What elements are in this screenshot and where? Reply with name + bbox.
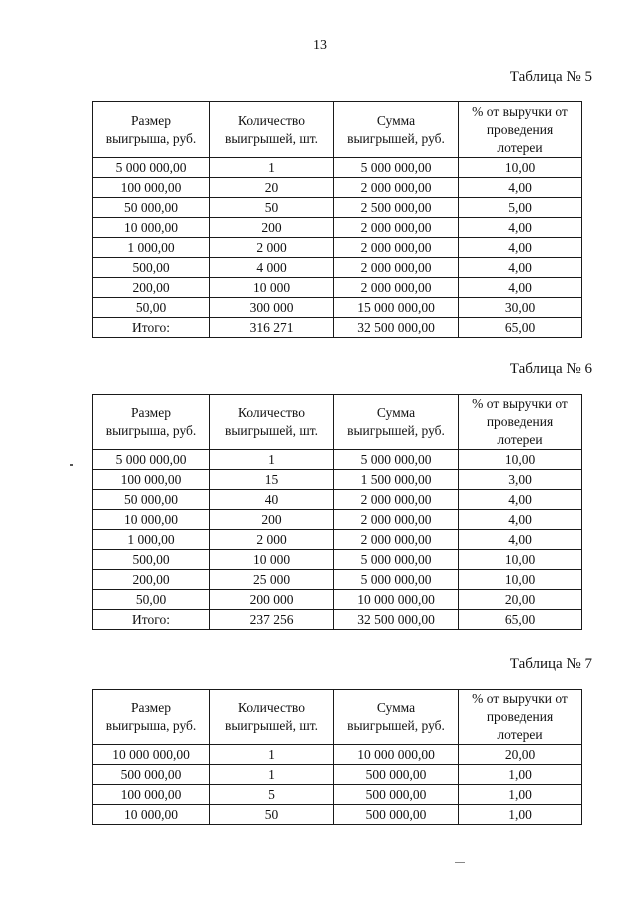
table-cell: 32 500 000,00 — [334, 610, 459, 630]
table-cell: 1,00 — [459, 785, 582, 805]
table-cell: 5 000 000,00 — [334, 158, 459, 178]
table-cell: 10 000 000,00 — [93, 745, 210, 765]
table-6-header-row — [93, 395, 582, 450]
table-cell: 2 000 000,00 — [334, 178, 459, 198]
table-row — [93, 590, 582, 610]
scan-mark — [455, 862, 465, 863]
table-cell: 15 000 000,00 — [334, 298, 459, 318]
table-cell: 10 000 000,00 — [334, 590, 459, 610]
table-cell: 50,00 — [93, 590, 210, 610]
table-cell: 4,00 — [459, 178, 582, 198]
table-cell: 4,00 — [459, 510, 582, 530]
table-cell: 200 — [210, 510, 334, 530]
table-cell: Итого: — [93, 318, 210, 338]
scan-speck — [70, 464, 73, 466]
column-header: Размер выигрыша, руб. — [93, 395, 210, 450]
table-6 — [92, 394, 582, 630]
table-cell: 32 500 000,00 — [334, 318, 459, 338]
table-row — [93, 510, 582, 530]
column-header: Сумма выигрышей, руб. — [334, 102, 459, 158]
table-cell: 2 000 000,00 — [334, 530, 459, 550]
table-cell: 2 000 — [210, 530, 334, 550]
table-cell: 1 000,00 — [93, 238, 210, 258]
table-cell: 100 000,00 — [93, 470, 210, 490]
table-cell: 2 000 000,00 — [334, 490, 459, 510]
table-cell: 5,00 — [459, 198, 582, 218]
table-row — [93, 550, 582, 570]
column-header: % от выручки от проведения лотереи — [459, 102, 582, 158]
table-7-body — [93, 745, 582, 825]
table-cell: 10 000 000,00 — [334, 745, 459, 765]
table-cell: 50 — [210, 198, 334, 218]
table-cell: 1 — [210, 158, 334, 178]
column-header: Сумма выигрышей, руб. — [334, 690, 459, 745]
table-cell: 1 — [210, 745, 334, 765]
table-7 — [92, 689, 582, 825]
table-cell: 2 000 000,00 — [334, 258, 459, 278]
table-5-header-row — [93, 102, 582, 158]
table-cell: 200,00 — [93, 278, 210, 298]
table-cell: 20 — [210, 178, 334, 198]
table-row — [93, 765, 582, 785]
table-cell: 500 000,00 — [334, 805, 459, 825]
table-cell: 5 — [210, 785, 334, 805]
table-cell: 15 — [210, 470, 334, 490]
table-7-label: Таблица № 7 — [509, 656, 592, 672]
table-5-label: Таблица № 5 — [509, 69, 592, 85]
table-cell: 10,00 — [459, 158, 582, 178]
table-row — [93, 218, 582, 238]
table-cell: 1 — [210, 450, 334, 470]
table-cell: 50,00 — [93, 298, 210, 318]
table-row — [93, 258, 582, 278]
table-cell: 50 — [210, 805, 334, 825]
table-cell: Итого: — [93, 610, 210, 630]
table-cell: 10,00 — [459, 550, 582, 570]
table-row — [93, 198, 582, 218]
table-cell: 5 000 000,00 — [93, 450, 210, 470]
column-header: Размер выигрыша, руб. — [93, 690, 210, 745]
table-cell: 100 000,00 — [93, 785, 210, 805]
table-cell: 100 000,00 — [93, 178, 210, 198]
table-row — [93, 805, 582, 825]
table-cell: 4,00 — [459, 238, 582, 258]
table-row — [93, 490, 582, 510]
column-header: Количество выигрышей, шт. — [210, 690, 334, 745]
column-header: % от выручки от проведения лотереи — [459, 395, 582, 450]
table-cell: 20,00 — [459, 590, 582, 610]
table-cell: 1,00 — [459, 805, 582, 825]
table-cell: 50 000,00 — [93, 198, 210, 218]
table-cell: 2 000 000,00 — [334, 510, 459, 530]
table-cell: 500 000,00 — [334, 765, 459, 785]
table-row — [93, 745, 582, 765]
table-cell: 5 000 000,00 — [93, 158, 210, 178]
table-cell: 5 000 000,00 — [334, 570, 459, 590]
table-cell: 30,00 — [459, 298, 582, 318]
table-row — [93, 570, 582, 590]
table-6-label: Таблица № 6 — [509, 361, 592, 377]
table-cell: 200 000 — [210, 590, 334, 610]
table-cell: 5 000 000,00 — [334, 450, 459, 470]
table-cell: 65,00 — [459, 318, 582, 338]
table-cell: 316 271 — [210, 318, 334, 338]
table-cell: 10 000,00 — [93, 805, 210, 825]
column-header: % от выручки от проведения лотереи — [459, 690, 582, 745]
table-cell: 25 000 — [210, 570, 334, 590]
table-row — [93, 530, 582, 550]
table-5 — [92, 101, 582, 338]
table-cell: 300 000 — [210, 298, 334, 318]
table-cell: 10 000 — [210, 278, 334, 298]
table-cell: 4,00 — [459, 218, 582, 238]
table-cell: 50 000,00 — [93, 490, 210, 510]
table-cell: 500,00 — [93, 258, 210, 278]
table-cell: 5 000 000,00 — [334, 550, 459, 570]
table-cell: 20,00 — [459, 745, 582, 765]
table-cell: 2 000 000,00 — [334, 218, 459, 238]
column-header: Количество выигрышей, шт. — [210, 395, 334, 450]
table-row — [93, 450, 582, 470]
table-cell: 1 — [210, 765, 334, 785]
table-cell: 2 000 000,00 — [334, 238, 459, 258]
table-cell: 2 000 — [210, 238, 334, 258]
table-cell: 10 000,00 — [93, 218, 210, 238]
table-cell: 500,00 — [93, 550, 210, 570]
table-cell: 4,00 — [459, 278, 582, 298]
table-cell: 10,00 — [459, 450, 582, 470]
table-cell: 65,00 — [459, 610, 582, 630]
table-cell: 2 000 000,00 — [334, 278, 459, 298]
table-cell: 1,00 — [459, 765, 582, 785]
column-header: Сумма выигрышей, руб. — [334, 395, 459, 450]
table-cell: 10,00 — [459, 570, 582, 590]
table-cell: 237 256 — [210, 610, 334, 630]
table-cell: 4 000 — [210, 258, 334, 278]
table-row — [93, 470, 582, 490]
table-row — [93, 178, 582, 198]
table-cell: 10 000,00 — [93, 510, 210, 530]
table-6-body — [93, 450, 582, 630]
table-cell: 1 500 000,00 — [334, 470, 459, 490]
table-row — [93, 318, 582, 338]
table-row — [93, 158, 582, 178]
table-cell: 500 000,00 — [334, 785, 459, 805]
table-row — [93, 785, 582, 805]
table-cell: 4,00 — [459, 490, 582, 510]
table-row — [93, 298, 582, 318]
page-number: 13 — [313, 38, 327, 53]
table-cell: 2 500 000,00 — [334, 198, 459, 218]
table-cell: 1 000,00 — [93, 530, 210, 550]
table-cell: 200 — [210, 218, 334, 238]
column-header: Количество выигрышей, шт. — [210, 102, 334, 158]
table-row — [93, 238, 582, 258]
table-row — [93, 610, 582, 630]
table-5-body — [93, 158, 582, 338]
table-cell: 200,00 — [93, 570, 210, 590]
table-cell: 3,00 — [459, 470, 582, 490]
table-row — [93, 278, 582, 298]
table-cell: 40 — [210, 490, 334, 510]
table-cell: 4,00 — [459, 258, 582, 278]
table-cell: 10 000 — [210, 550, 334, 570]
column-header: Размер выигрыша, руб. — [93, 102, 210, 158]
table-7-header-row — [93, 690, 582, 745]
table-cell: 500 000,00 — [93, 765, 210, 785]
table-cell: 4,00 — [459, 530, 582, 550]
